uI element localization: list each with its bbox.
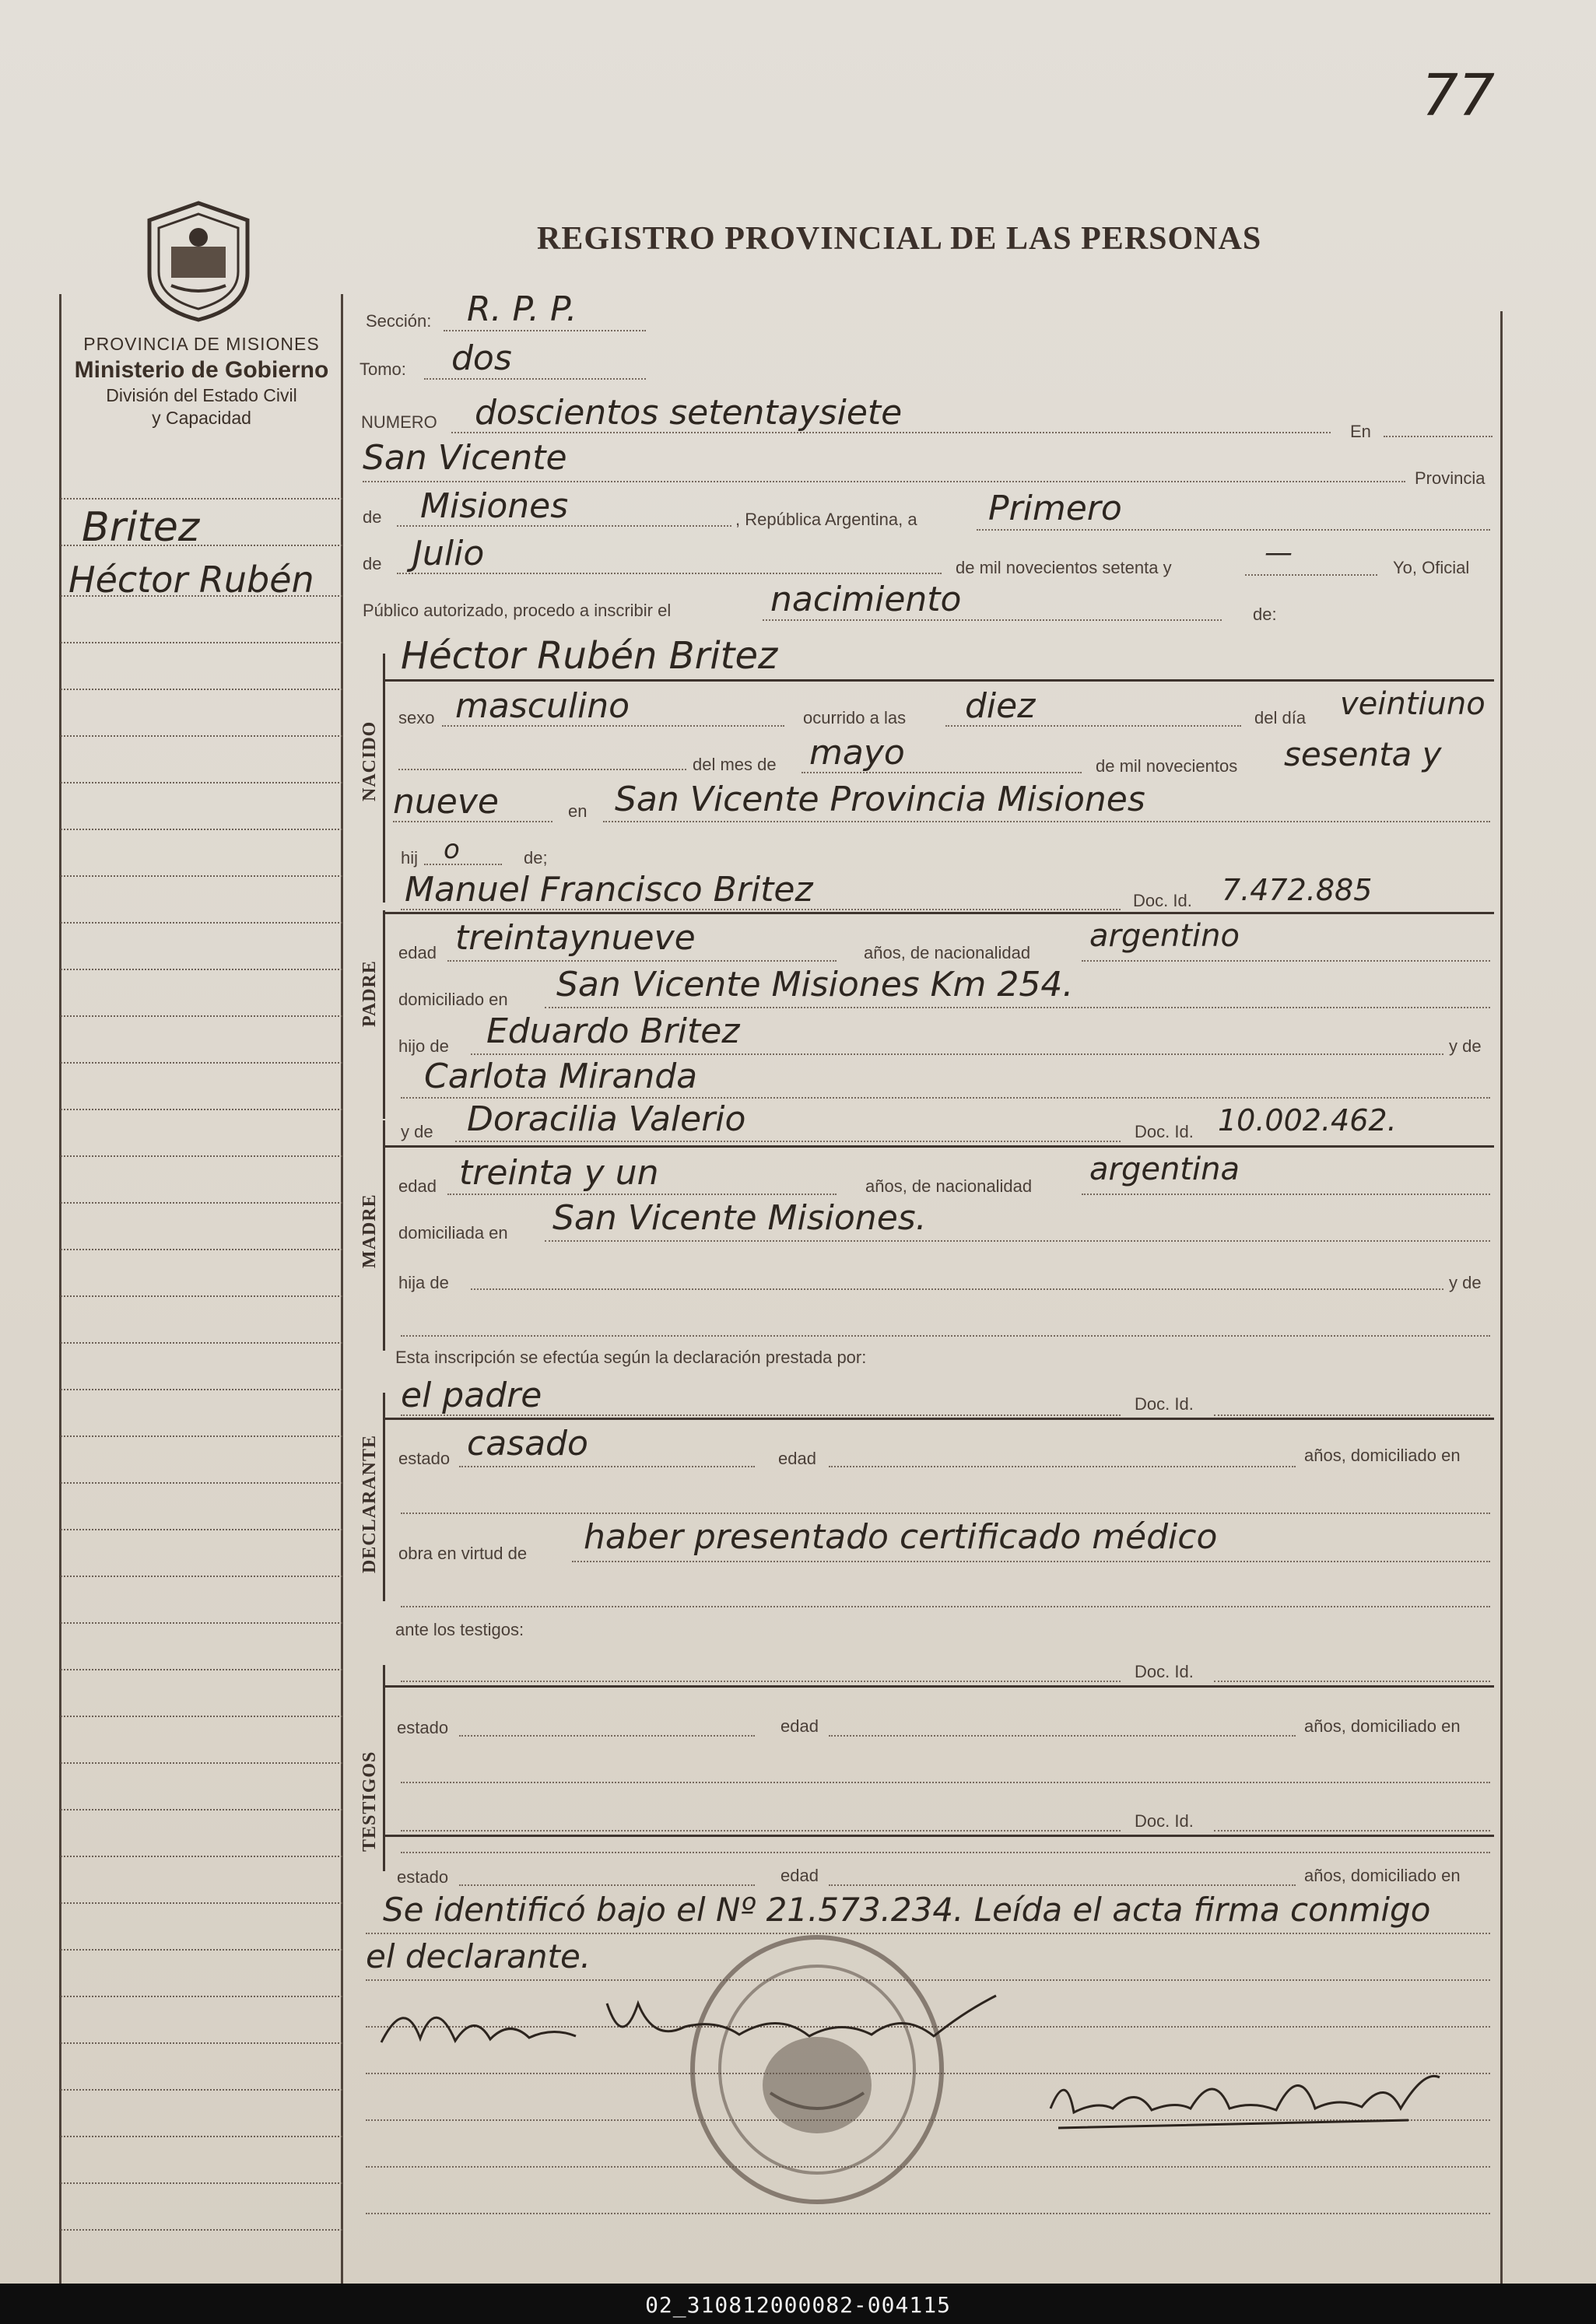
province-value: Misiones bbox=[420, 486, 569, 526]
testigo2-anos-label: años, domiciliado en bbox=[1304, 1866, 1461, 1885]
margin-rule bbox=[61, 1576, 342, 1577]
scan-footer-code: 02_310812000082-004115 bbox=[645, 2292, 951, 2318]
field-line bbox=[401, 1852, 1490, 1853]
madre-y-de-label: y de bbox=[401, 1122, 433, 1141]
year-part1-value: sesenta y bbox=[1284, 735, 1442, 773]
madre-edad-label: edad bbox=[398, 1176, 437, 1196]
section-bracket bbox=[383, 1393, 385, 1601]
padre-y-de-label: y de bbox=[1449, 1036, 1482, 1056]
publico-label: Público autorizado, procedo a inscribir el bbox=[363, 601, 672, 620]
month-value: mayo bbox=[809, 733, 905, 773]
margin-rule bbox=[61, 1295, 342, 1297]
testigos-section-label: TESTIGOS bbox=[360, 1751, 380, 1852]
year-text-label: de mil novecientos setenta y bbox=[956, 558, 1172, 577]
margin-rule bbox=[61, 1015, 342, 1017]
field-line bbox=[447, 960, 837, 962]
field-line bbox=[401, 1830, 1121, 1832]
seccion-value: R. P. P. bbox=[467, 289, 577, 329]
republica-label: , República Argentina, a bbox=[735, 510, 917, 529]
field-line bbox=[471, 1053, 1443, 1055]
field-line bbox=[401, 1414, 1121, 1416]
field-line bbox=[471, 1288, 1443, 1290]
field-line bbox=[401, 1782, 1490, 1783]
field-line bbox=[447, 1194, 837, 1195]
margin-rule bbox=[61, 735, 342, 737]
testigo1-estado-label: estado bbox=[397, 1718, 449, 1737]
section-rule bbox=[385, 1685, 1494, 1688]
seccion-label: Sección: bbox=[366, 311, 432, 331]
section-bracket bbox=[383, 910, 385, 1119]
testigo1-edad-label: edad bbox=[780, 1716, 819, 1736]
madre-edad-value: treinta y un bbox=[459, 1153, 659, 1193]
hij-suffix: o bbox=[444, 834, 460, 865]
madre-domicilio-label: domiciliada en bbox=[398, 1223, 508, 1243]
margin-rule bbox=[61, 782, 342, 783]
declarante-name: el padre bbox=[401, 1376, 542, 1415]
declarante-doc-label: Doc. Id. bbox=[1135, 1394, 1194, 1414]
field-line bbox=[572, 1561, 1490, 1562]
field-line bbox=[1214, 1681, 1490, 1682]
nacido-full-name: Héctor Rubén Britez bbox=[401, 634, 778, 678]
hij-de-label: de; bbox=[524, 848, 548, 868]
hour-value: diez bbox=[965, 686, 1036, 726]
padre-domicilio-value: San Vicente Misiones Km 254. bbox=[556, 965, 1074, 1004]
margin-rule bbox=[61, 969, 342, 970]
margin-rule bbox=[61, 1342, 342, 1344]
birth-place-value: San Vicente Provincia Misiones bbox=[615, 780, 1145, 819]
declarante-obra-label: obra en virtud de bbox=[398, 1544, 528, 1563]
month-value: Julio bbox=[412, 534, 485, 573]
margin-rule bbox=[61, 1622, 342, 1624]
field-line bbox=[393, 821, 552, 822]
field-line bbox=[459, 1884, 755, 1886]
margin-rule bbox=[61, 1435, 342, 1437]
field-line bbox=[401, 909, 1121, 910]
field-line bbox=[459, 1735, 755, 1737]
field-line bbox=[455, 1141, 1121, 1142]
margin-rule bbox=[61, 642, 342, 643]
issuer-ministry: Ministerio de Gobierno bbox=[74, 356, 329, 383]
field-line bbox=[545, 1240, 1490, 1242]
testigo2-doc-label: Doc. Id. bbox=[1135, 1811, 1194, 1831]
margin-rule bbox=[61, 2136, 342, 2137]
padre-nationality-value: argentino bbox=[1089, 918, 1240, 954]
margin-rule bbox=[61, 1109, 342, 1110]
field-line bbox=[366, 2213, 1490, 2214]
declarant-signature bbox=[374, 1980, 1043, 2066]
margin-rule bbox=[61, 2229, 342, 2231]
nacido-section-label: NACIDO bbox=[360, 720, 380, 801]
place-value: San Vicente bbox=[363, 438, 567, 478]
issuer-province: PROVINCIA DE MISIONES bbox=[83, 334, 320, 354]
testigo1-doc-label: Doc. Id. bbox=[1135, 1662, 1194, 1681]
de2-label: de bbox=[363, 554, 382, 573]
margin-surname: Britez bbox=[82, 504, 200, 551]
numero-label: NUMERO bbox=[361, 412, 437, 432]
section-bracket bbox=[383, 1665, 385, 1871]
margin-rule bbox=[61, 498, 342, 500]
declarante-estado-value: casado bbox=[467, 1424, 588, 1463]
section-rule bbox=[385, 912, 1494, 914]
field-line bbox=[424, 378, 646, 380]
column-divider bbox=[341, 294, 343, 2284]
field-line bbox=[829, 1884, 1296, 1886]
tomo-label: Tomo: bbox=[360, 359, 406, 379]
field-line bbox=[442, 725, 784, 727]
closing-line2: el declarante. bbox=[366, 1937, 591, 1975]
margin-rule bbox=[61, 1202, 342, 1204]
left-margin-border bbox=[59, 294, 61, 2284]
madre-domicilio-value: San Vicente Misiones. bbox=[552, 1198, 927, 1238]
madre-doc-label: Doc. Id. bbox=[1135, 1122, 1194, 1141]
section-rule bbox=[385, 1835, 1494, 1837]
declarante-edad-label: edad bbox=[778, 1449, 816, 1468]
padre-father-value: Eduardo Britez bbox=[486, 1011, 740, 1051]
tomo-value: dos bbox=[451, 338, 512, 378]
field-line bbox=[459, 1466, 755, 1467]
margin-rule bbox=[61, 1062, 342, 1064]
padre-doc-value: 7.472.885 bbox=[1222, 873, 1373, 907]
padre-name: Manuel Francisco Britez bbox=[405, 870, 813, 910]
margin-rule bbox=[61, 1155, 342, 1157]
field-line bbox=[977, 529, 1490, 531]
field-line bbox=[1245, 574, 1377, 576]
sexo-label: sexo bbox=[398, 708, 435, 727]
field-line bbox=[829, 1466, 1296, 1467]
declarante-obra-value: haber presentado certificado médico bbox=[584, 1517, 1218, 1557]
field-line bbox=[398, 769, 686, 770]
field-line bbox=[401, 1097, 1490, 1099]
padre-edad-label: edad bbox=[398, 943, 437, 962]
margin-rule bbox=[61, 922, 342, 924]
year-text-suffix: — bbox=[1265, 537, 1293, 569]
declarante-estado-label: estado bbox=[398, 1449, 451, 1468]
field-line bbox=[401, 1513, 1490, 1514]
field-line bbox=[545, 1007, 1490, 1008]
margin-rule bbox=[61, 2182, 342, 2184]
issuer-block bbox=[61, 333, 342, 429]
section-bracket bbox=[383, 1120, 385, 1351]
margin-rule bbox=[61, 1809, 342, 1810]
field-line bbox=[401, 1335, 1490, 1337]
sexo-value: masculino bbox=[455, 686, 630, 726]
madre-hija-de-label: hija de bbox=[398, 1273, 449, 1292]
closing-line1: Se identificó bajo el Nº 21.573.234. Leída el acta firma conmigo bbox=[383, 1891, 1431, 1929]
declarante-section-label: DECLARANTE bbox=[360, 1434, 380, 1573]
declarante-anos-label: años, domiciliado en bbox=[1304, 1446, 1461, 1465]
margin-given-names: Héctor Rubén bbox=[68, 559, 314, 601]
testigo2-edad-label: edad bbox=[780, 1866, 819, 1885]
numero-value: doscientos setentaysiete bbox=[475, 393, 903, 433]
provincia-label: Provincia bbox=[1415, 468, 1486, 488]
field-line bbox=[1214, 1414, 1490, 1416]
margin-rule bbox=[61, 1529, 342, 1530]
de-label: de bbox=[363, 507, 382, 527]
margin-rule bbox=[61, 1856, 342, 1857]
margin-rule bbox=[61, 1949, 342, 1951]
official-signature bbox=[1043, 2054, 1447, 2140]
issuer-division: División del Estado Civil bbox=[106, 385, 297, 406]
padre-edad-value: treintaynueve bbox=[455, 918, 696, 958]
day-value: Primero bbox=[988, 489, 1122, 528]
field-line bbox=[1082, 960, 1490, 962]
testigo1-anos-label: años, domiciliado en bbox=[1304, 1716, 1461, 1736]
de3-label: de: bbox=[1253, 605, 1277, 624]
field-line bbox=[397, 525, 731, 527]
margin-rule bbox=[61, 1716, 342, 1717]
testigos-intro: ante los testigos: bbox=[395, 1620, 524, 1639]
page-number: 77 bbox=[1421, 62, 1495, 129]
nacido-en-label: en bbox=[568, 801, 588, 821]
right-border bbox=[1500, 311, 1503, 2284]
de-mil-label: de mil novecientos bbox=[1096, 756, 1238, 776]
province-seal-icon bbox=[140, 198, 257, 323]
madre-name: Doracilia Valerio bbox=[467, 1099, 746, 1139]
margin-rule bbox=[61, 1249, 342, 1250]
madre-nationality-value: argentina bbox=[1089, 1151, 1240, 1187]
field-line bbox=[603, 821, 1490, 822]
padre-mother-value: Carlota Miranda bbox=[424, 1057, 698, 1096]
madre-doc-value: 10.002.462. bbox=[1218, 1103, 1397, 1137]
official-seal-stamp-icon bbox=[677, 1930, 957, 2210]
madre-anos-label: años, de nacionalidad bbox=[865, 1176, 1033, 1196]
margin-rule bbox=[61, 595, 342, 597]
margin-rule bbox=[61, 1482, 342, 1484]
margin-rule bbox=[61, 1996, 342, 1997]
field-line bbox=[802, 772, 1082, 773]
madre-y-de2-label: y de bbox=[1449, 1273, 1482, 1292]
margin-rule bbox=[61, 2089, 342, 2091]
margin-rule bbox=[61, 875, 342, 877]
del-mes-label: del mes de bbox=[693, 755, 777, 774]
padre-hijo-de-label: hijo de bbox=[398, 1036, 449, 1056]
field-line bbox=[444, 330, 646, 331]
margin-rule bbox=[61, 2042, 342, 2044]
field-line bbox=[451, 432, 1331, 433]
section-rule bbox=[385, 1145, 1494, 1148]
ocurrido-label: ocurrido a las bbox=[803, 708, 907, 727]
padre-doc-label: Doc. Id. bbox=[1133, 891, 1192, 910]
padre-domicilio-label: domiciliado en bbox=[398, 990, 508, 1009]
field-line bbox=[397, 573, 942, 574]
field-line bbox=[401, 1681, 1121, 1682]
hij-label: hij bbox=[401, 848, 419, 868]
margin-rule bbox=[61, 1902, 342, 1904]
field-line bbox=[945, 725, 1241, 727]
field-line bbox=[1384, 436, 1493, 437]
margin-rule bbox=[61, 1762, 342, 1764]
section-rule bbox=[385, 679, 1494, 682]
en-label: En bbox=[1350, 422, 1371, 441]
del-dia-label: del día bbox=[1254, 708, 1307, 727]
year-part2-value: nueve bbox=[393, 782, 499, 822]
oficial-label: Yo, Oficial bbox=[1393, 558, 1470, 577]
field-line bbox=[1214, 1830, 1490, 1832]
day-value: veintiuno bbox=[1340, 686, 1486, 722]
field-line bbox=[363, 481, 1405, 482]
issuer-division-2: y Capacidad bbox=[152, 408, 251, 428]
margin-rule bbox=[61, 829, 342, 830]
margin-rule bbox=[61, 1669, 342, 1670]
margin-rule bbox=[61, 1389, 342, 1390]
margin-rule bbox=[61, 545, 342, 546]
field-line bbox=[763, 619, 1222, 621]
declarante-intro: Esta inscripción se efectúa según la declaración prestada por: bbox=[395, 1348, 867, 1367]
field-line bbox=[424, 864, 502, 865]
padre-section-label: PADRE bbox=[360, 960, 380, 1027]
act-type-value: nacimiento bbox=[770, 580, 962, 619]
testigo2-estado-label: estado bbox=[397, 1867, 449, 1887]
field-line bbox=[829, 1735, 1296, 1737]
field-line bbox=[1082, 1194, 1490, 1195]
madre-section-label: MADRE bbox=[360, 1194, 380, 1268]
section-bracket bbox=[383, 654, 385, 903]
document-title: REGISTRO PROVINCIAL DE LAS PERSONAS bbox=[537, 221, 1262, 257]
margin-rule bbox=[61, 689, 342, 690]
field-line bbox=[401, 1606, 1490, 1607]
section-rule bbox=[385, 1418, 1494, 1420]
padre-anos-label: años, de nacionalidad bbox=[864, 943, 1031, 962]
